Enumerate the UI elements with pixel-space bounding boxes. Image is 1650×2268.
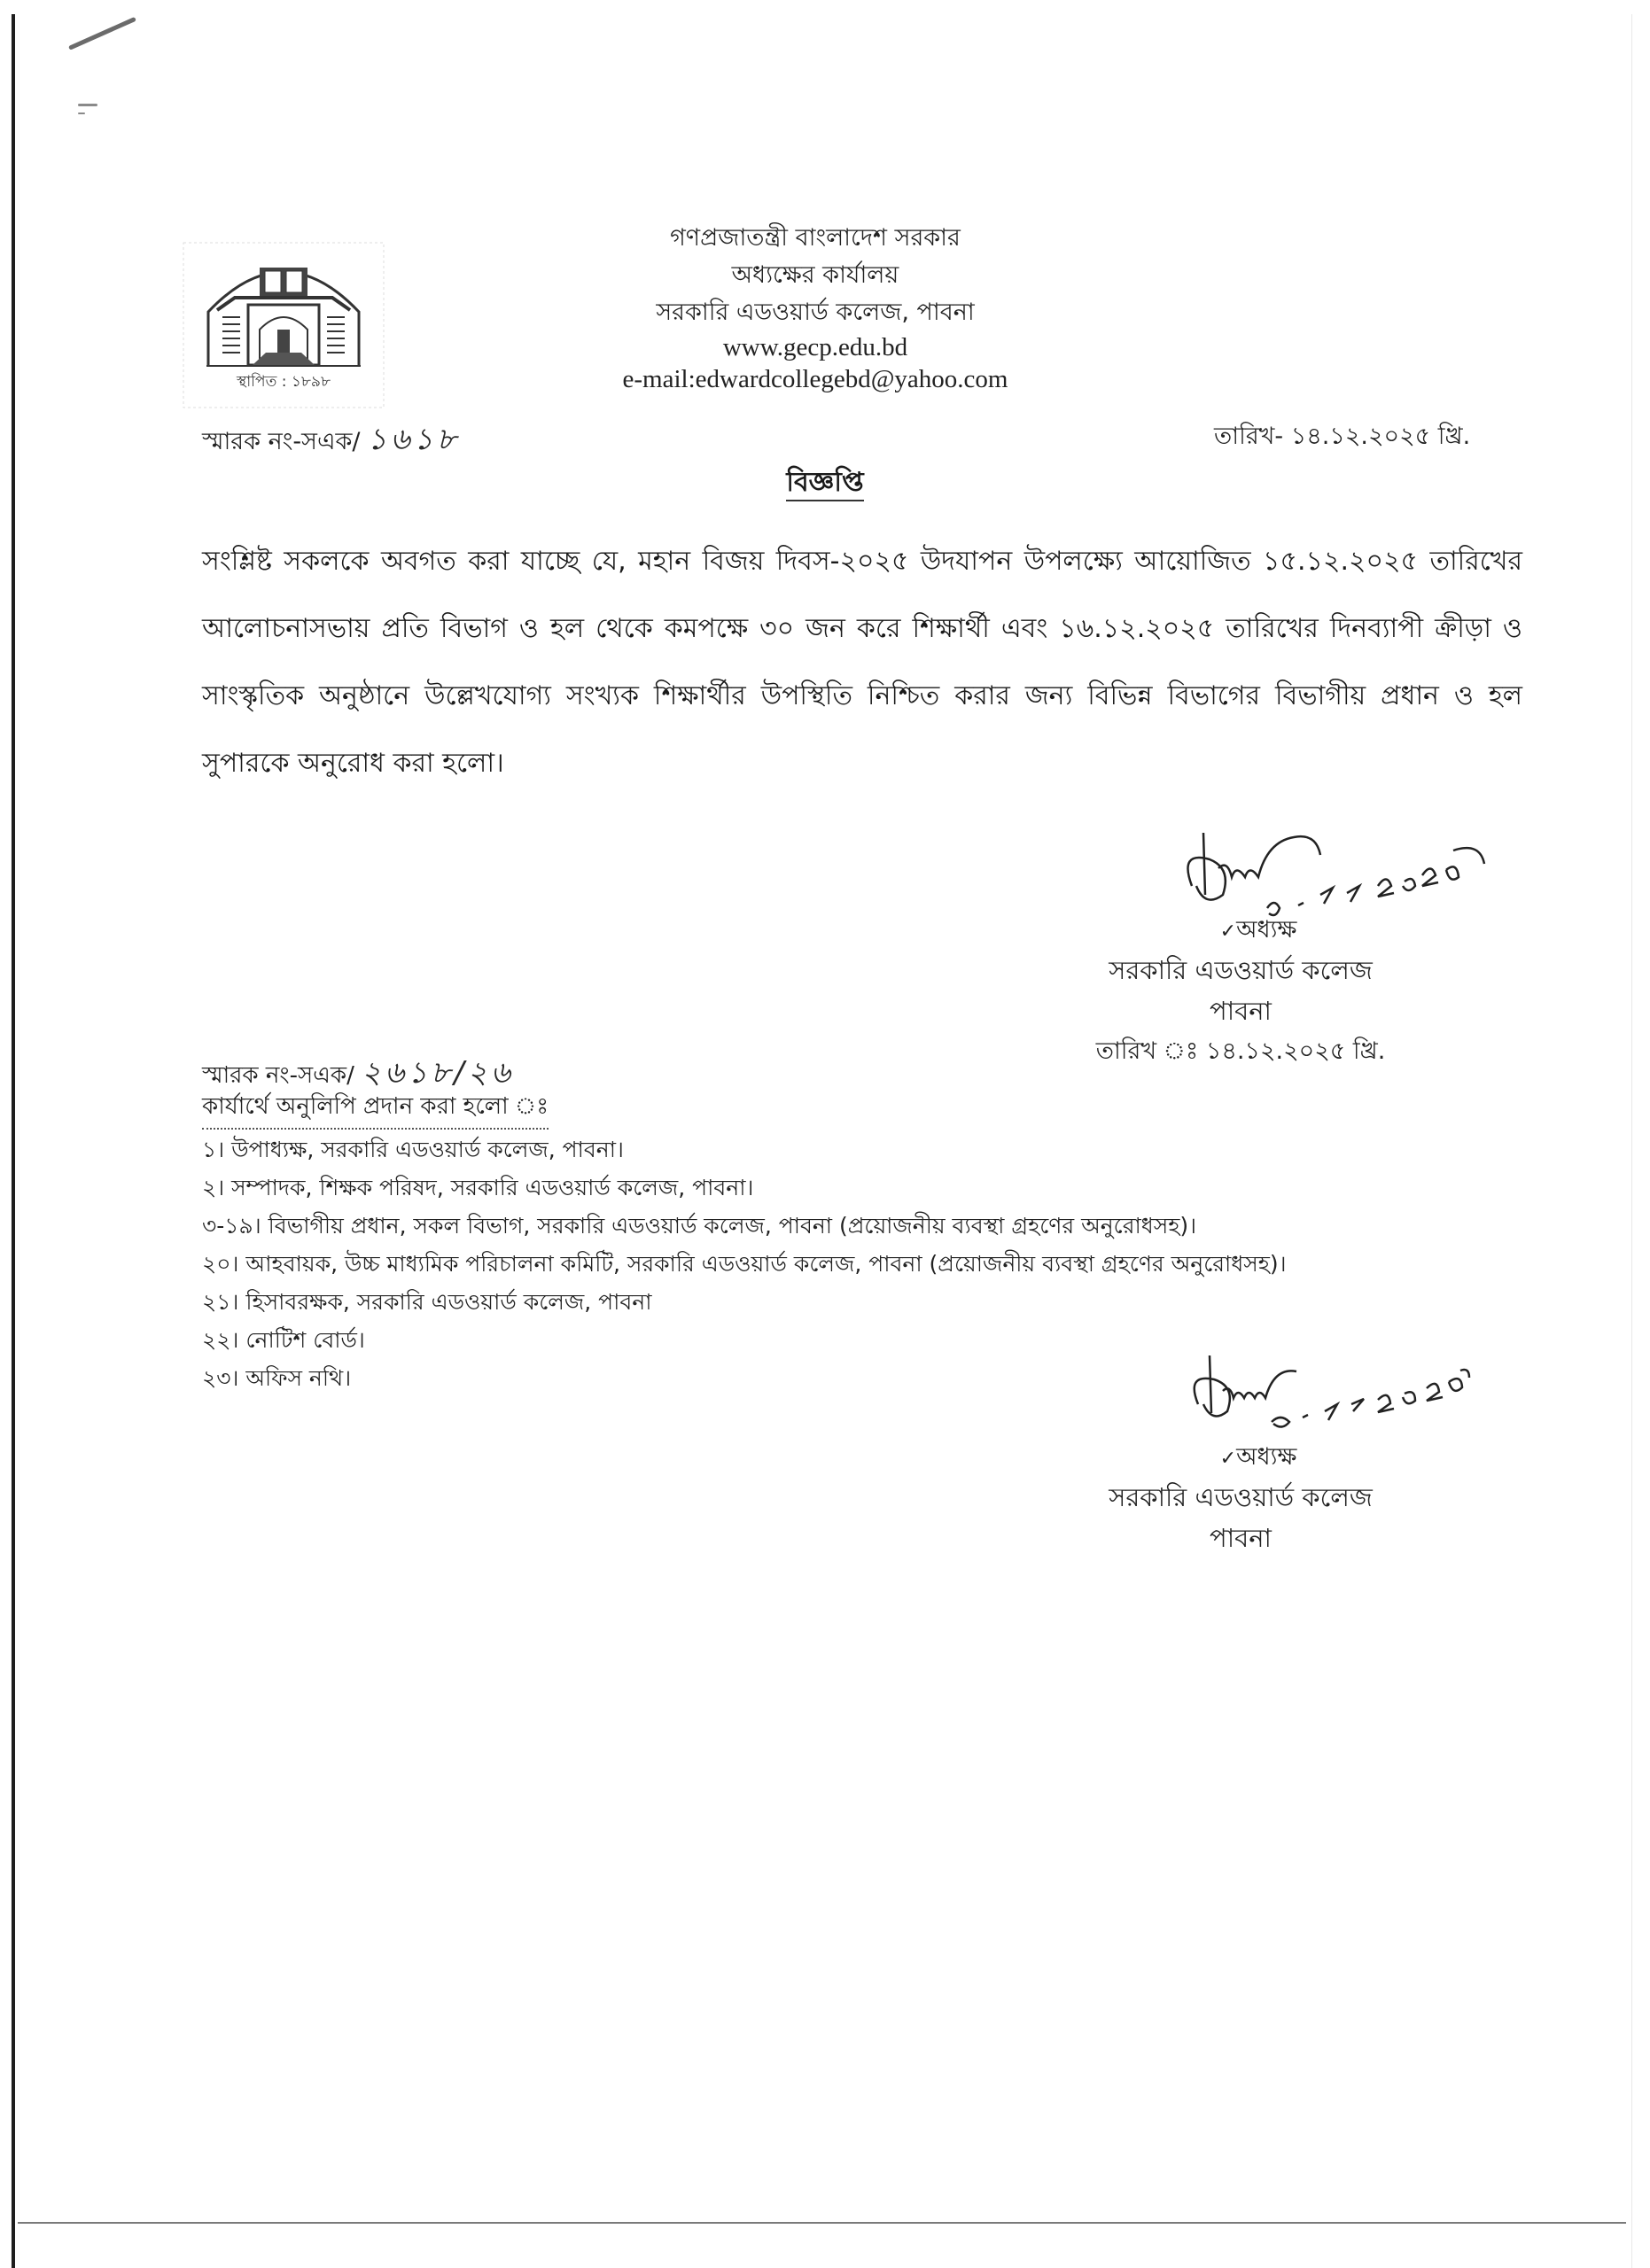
scan-smudge xyxy=(78,104,97,106)
copy-item: ১। উপাধ্যক্ষ, সরকারি এডওয়ার্ড কলেজ, পাবনা। xyxy=(202,1137,624,1162)
pencil-mark xyxy=(68,17,136,50)
memo-2-number-handwritten: ২৬১৮/২৬ xyxy=(361,1055,514,1091)
signature-2-place: পাবনা xyxy=(1210,1523,1272,1553)
checkmark-icon: ✓ xyxy=(1219,920,1237,943)
notice-title xyxy=(0,461,1650,506)
memo-reference xyxy=(202,416,460,467)
letterhead-government: গণপ্রজাতন্ত্রী বাংলাদেশ সরকার xyxy=(670,224,961,252)
copy-item: ২২। নোটিশ বোর্ড। xyxy=(202,1327,365,1353)
signature-1-role: ✓অধ্যক্ষ xyxy=(1219,916,1297,944)
notice-body: সংশ্লিষ্ট সকলকে অবগত করা যাচ্ছে যে, মহান বিজয় দিবস-২০২৫ উদযাপন উপলক্ষ্যে আয়োজিত ১৫.১২.২০২৫ তারিখের আলোচনাসভায় প্রতি বিভাগ ও হল থেকে কমপক্ষে ৩০ জন করে শিক্ষার্থী এবং ১৬.১২.২০২৫ তারিখের দিনব্যাপী ক্রীড়া ও সাংস্কৃতিক অনুষ্ঠানে উল্লেখযোগ্য সংখ্যক শিক্ষার্থীর উপস্থিতি নিশ্চিত করার জন্য বিভিন্ন বিভাগের বিভাগীয় প্রধান ও হল সুপারকে অনুরোধ করা হলো। xyxy=(202,546,1522,779)
copy-item: ২৩। অফিস নথি। xyxy=(202,1365,352,1391)
logo-established-text: স্থাপিত : ১৮৯৮ xyxy=(236,373,331,391)
signature-block-1 xyxy=(1081,913,1400,1072)
copy-distribution-list xyxy=(202,1130,1287,1397)
signature-1-place: পাবনা xyxy=(1210,996,1272,1026)
letterhead-college: সরকারি এডওয়ার্ড কলেজ, পাবনা xyxy=(656,299,975,326)
signature-2-role: ✓অধ্যক্ষ xyxy=(1219,1443,1297,1471)
signature-1-institution: সরকারি এডওয়ার্ড কলেজ xyxy=(1109,955,1373,985)
memo-2-label: স্মারক নং-সএক/ xyxy=(202,1062,354,1089)
scan-smudge xyxy=(78,113,85,114)
copy-distribution-heading: কার্যার্থে অনুলিপি প্রদান করা হলো ঃ xyxy=(202,1088,549,1130)
letterhead xyxy=(532,220,1099,395)
letterhead-office: অধ্যক্ষের কার্যালয় xyxy=(731,261,899,289)
copy-item: ২। সম্পাদক, শিক্ষক পরিষদ, সরকারি এডওয়ার্ড কলেজ, পাবনা। xyxy=(202,1175,754,1200)
memo-date: তারিখ- ১৪.১২.২০২৫ খ্রি. xyxy=(1214,423,1471,450)
footer-rule xyxy=(18,2222,1626,2224)
memo-label: স্মারক নং-সএক/ xyxy=(202,428,361,455)
scan-right-edge xyxy=(1631,14,1632,2268)
signature-1-date: তারিখ ঃ ১৪.১২.২০২৫ খ্রি. xyxy=(1095,1037,1386,1065)
memo-number-handwritten: ১৬১৮ xyxy=(367,422,460,457)
copy-item: ৩-১৯। বিভাগীয় প্রধান, সকল বিভাগ, সরকারি এডওয়ার্ড কলেজ, পাবনা (প্রয়োজনীয় ব্যবস্থা গ্রহণের অনুরোধসহ)। xyxy=(202,1213,1197,1239)
letterhead-website[interactable]: www.gecp.edu.bd xyxy=(722,333,908,361)
signature-block-2 xyxy=(1081,1440,1400,1558)
checkmark-icon: ✓ xyxy=(1219,1448,1237,1470)
signature-2-institution: সরকারি এডওয়ার্ড কলেজ xyxy=(1109,1482,1373,1512)
college-logo xyxy=(182,241,385,409)
letterhead-email[interactable]: e-mail:edwardcollegebd@yahoo.com xyxy=(622,365,1008,393)
notice-title-text: বিজ্ঞপ্তি xyxy=(786,467,863,501)
copy-item: ২০। আহবায়ক, উচ্চ মাধ্যমিক পরিচালনা কমিটি, সরকারি এডওয়ার্ড কলেজ, পাবনা (প্রয়োজনীয় ব্যবস্থা গ্রহণের অনুরোধসহ)। xyxy=(202,1251,1287,1277)
copy-item: ২১। হিসাবরক্ষক, সরকারি এডওয়ার্ড কলেজ, পাবনা xyxy=(202,1289,652,1315)
scan-left-edge xyxy=(12,14,15,2268)
